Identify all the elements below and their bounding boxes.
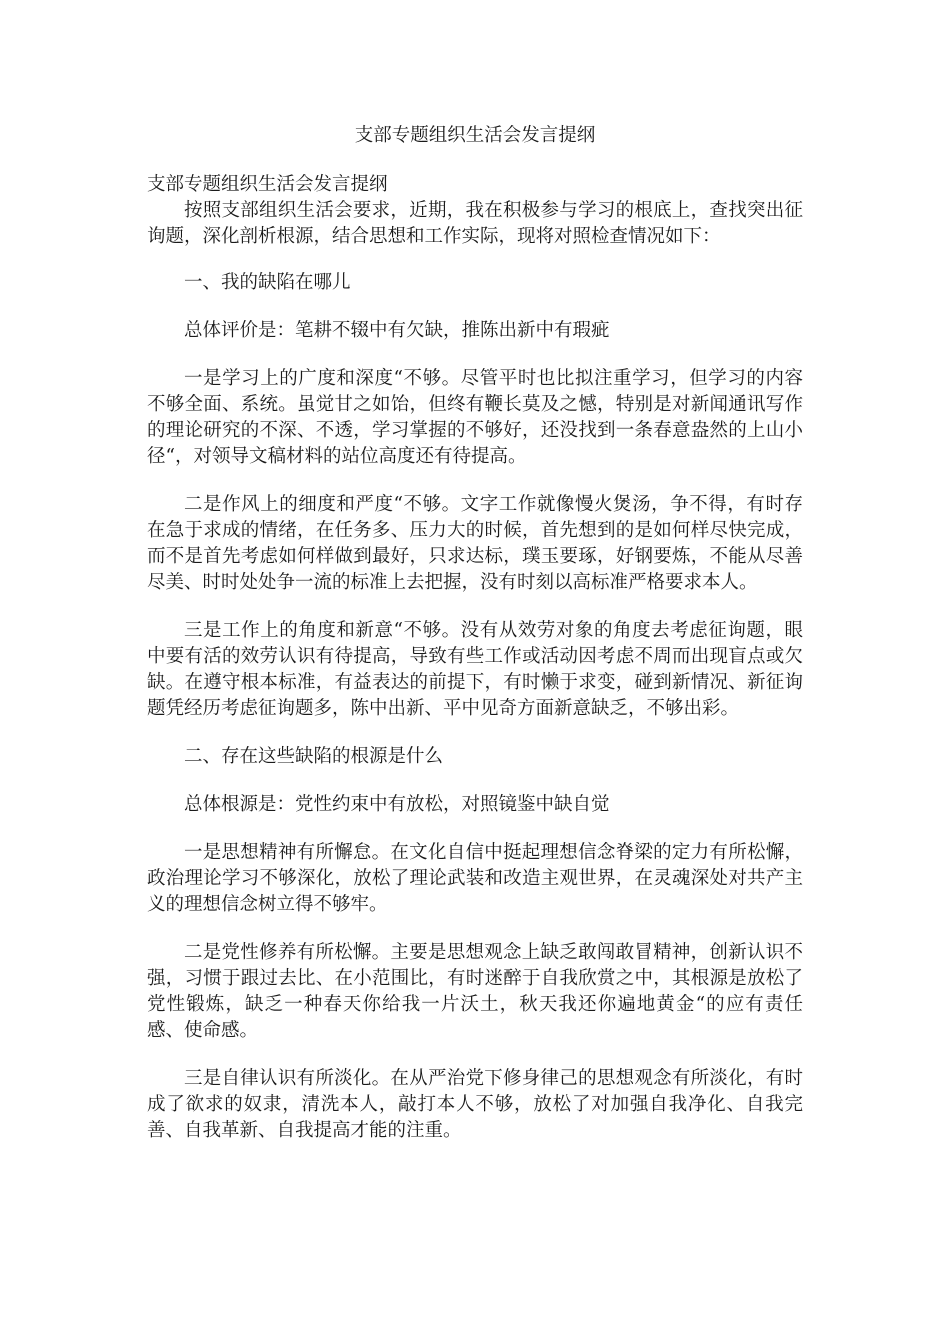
document-title: 支部专题组织生活会发言提纲 — [354, 125, 596, 146]
section-2-point-3: 三是自律认识有所淡化。在从严治党下修身律己的思想观念有所淡化，有时成了欲求的奴隶，清洗本人，敲打本人不够，放松了对加强自我净化、自我完善、自我革新、自我提高才能的注重。 — [147, 1068, 803, 1141]
section-1-point-3: 三是工作上的角度和新意“不够。没有从效劳对象的角度去考虑征询题，眼中要有活的效劳认识有待提高，导致有些工作或活动因考虑不周而出现盲点或欠缺。在遵守根本标准，有益表达的前提下，有时懒于求变，碰到新情况、新征询题凭经历考虑征询题多，陈中出新、平中见奇方面新意缺乏，不够出彩。 — [147, 620, 803, 719]
section-2-point-2: 二是党性修养有所松懈。主要是思想观念上缺乏敢闯敢冒精神，创新认识不强，习惯于跟过去比、在小范围比，有时迷醉于自我欣赏之中，其根源是放松了党性锻炼，缺乏一种春天你给我一片沃土，秋天我还你遍地黄金“的应有责任感、使命感。 — [147, 942, 803, 1041]
section-2-summary: 总体根源是：党性约束中有放松，对照镜鉴中缺自觉 — [184, 794, 610, 815]
section-2-heading: 二、存在这些缺陷的根源是什么 — [184, 746, 444, 767]
document-subtitle: 支部专题组织生活会发言提纲 — [147, 174, 388, 195]
section-1-heading: 一、我的缺陷在哪儿 — [184, 272, 351, 293]
section-1-summary: 总体评价是：笔耕不辍中有欠缺，推陈出新中有瑕疵 — [184, 320, 610, 341]
section-1-point-2: 二是作风上的细度和严度“不够。文字工作就像慢火煲汤，争不得，有时存在急于求成的情绪，在任务多、压力大的时候，首先想到的是如何样尽快完成，而不是首先考虑如何样做到最好，只求达标，璞玉要琢，好钢要炼，不能从尽善尽美、时时处处争一流的标准上去把握，没有时刻以高标准严格要求本人。 — [147, 494, 803, 593]
document-body — [147, 172, 803, 1166]
section-1-point-1: 一是学习上的广度和深度“不够。尽管平时也比拟注重学习，但学习的内容不够全面、系统。虽觉甘之如饴，但终有鞭长莫及之憾，特别是对新闻通讯写作的理论研究的不深、不透，学习掌握的不够好，还没找到一条春意盎然的上山小径“，对领导文稿材料的站位高度还有待提高。 — [147, 368, 803, 467]
intro-paragraph: 按照支部组织生活会要求，近期，我在积极参与学习的根底上，查找突出征询题，深化剖析根源，结合思想和工作实际，现将对照检查情况如下： — [147, 200, 803, 247]
section-2-point-1: 一是思想精神有所懈怠。在文化自信中挺起理想信念脊梁的定力有所松懈，政治理论学习不够深化，放松了理论武装和改造主观世界，在灵魂深处对共产主义的理想信念树立得不够牢。 — [147, 842, 803, 915]
